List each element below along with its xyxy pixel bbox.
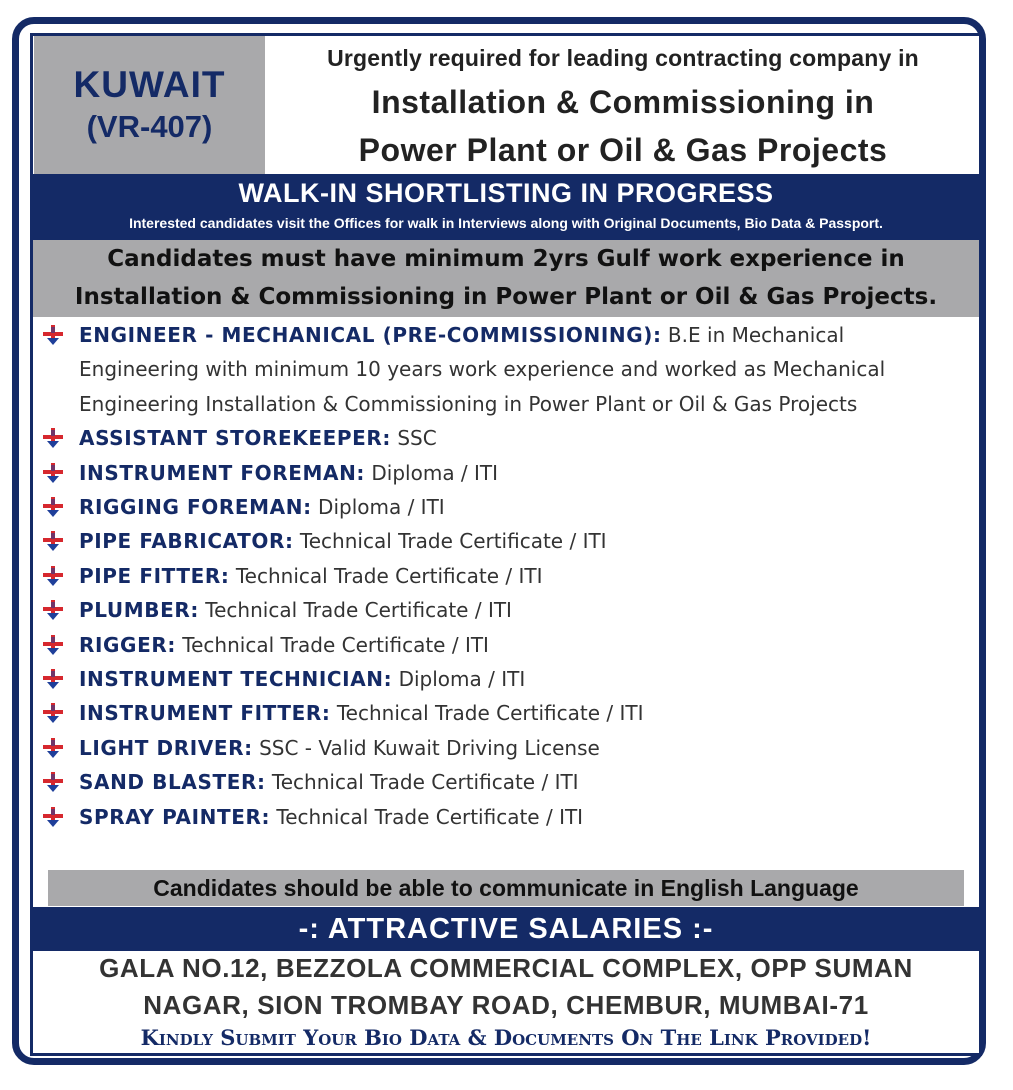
job-item [42,731,972,765]
location-box [34,36,265,174]
job-item [42,593,972,627]
job-title: RIGGING FOREMAN: [79,495,312,520]
walkin-subtitle: Interested candidates visit the Offices for walk in Interviews along with Original Documents, Bio Data & Passport. [129,215,883,231]
job-qualification: Diploma / ITI [392,667,526,692]
headline [270,38,976,174]
job-title: PLUMBER: [79,598,199,623]
job-item [42,559,972,593]
job-qualification: Diploma / ITI [365,460,499,485]
job-qualification: Technical Trade Certificate / ITI [330,701,644,726]
arrow-plus-bullet-icon [42,324,66,346]
job-qualification: Diploma / ITI [311,495,445,520]
headline-line-1: Urgently required for leading contracting company in [327,45,919,71]
job-item [42,628,972,662]
experience-requirement [33,240,979,317]
english-requirement: Candidates should be able to communicate in English Language [48,870,964,906]
arrow-plus-bullet-icon [42,427,66,449]
headline-line-3: Power Plant or Oil & Gas Projects [358,132,888,168]
job-item [42,421,972,455]
job-item [42,524,972,558]
headline-line-2: Installation & Commissioning in [371,84,875,120]
job-title: PIPE FITTER: [79,563,230,588]
job-item [42,800,972,834]
job-title: ASSISTANT STOREKEEPER: [79,426,391,451]
requirement-line-1: Candidates must have minimum 2yrs Gulf work experience in [107,246,905,272]
address-line-1: GALA NO.12, BEZZOLA COMMERCIAL COMPLEX, OPP SUMAN [99,953,913,983]
job-title: SAND BLASTER: [79,770,266,795]
requirement-line-2: Installation & Commissioning in Power Plant or Oil & Gas Projects. [74,284,938,310]
job-item [42,696,972,730]
job-title: INSTRUMENT TECHNICIAN: [79,667,393,692]
job-title: RIGGER: [79,632,176,657]
job-title: INSTRUMENT FOREMAN: [79,460,366,485]
job-title: SPRAY PAINTER: [79,804,271,829]
job-title: LIGHT DRIVER: [79,735,253,760]
job-title: INSTRUMENT FITTER: [79,701,331,726]
walkin-banner [33,174,979,240]
job-item [42,765,972,799]
walkin-title: WALK-IN SHORTLISTING IN PROGRESS [238,178,774,208]
address-line-2: NAGAR, SION TROMBAY ROAD, CHEMBUR, MUMBAI-71 [143,990,869,1020]
arrow-plus-bullet-icon [42,634,66,656]
job-qualification: Technical Trade Certificate / ITI [175,632,489,657]
office-address [33,950,979,1026]
arrow-plus-bullet-icon [42,565,66,587]
job-list [42,318,972,834]
job-qualification: SSC - Valid Kuwait Driving License [252,735,600,760]
job-title: PIPE FABRICATOR: [79,529,294,554]
job-item [42,662,972,696]
arrow-plus-bullet-icon [42,462,66,484]
salaries-banner: -: ATTRACTIVE SALARIES :- [33,907,979,951]
arrow-plus-bullet-icon [42,496,66,518]
arrow-plus-bullet-icon [42,599,66,621]
job-qualification: Technical Trade Certificate / ITI [265,770,579,795]
arrow-plus-bullet-icon [42,771,66,793]
arrow-plus-bullet-icon [42,530,66,552]
job-item [42,456,972,490]
job-qualification: B.E in Mechanical Engineering with minimum 10 years work experience and worked as Mechanical Engineering Installation & Commissioning in Power Plant or Oil & Gas Projects [79,323,886,416]
arrow-plus-bullet-icon [42,806,66,828]
arrow-plus-bullet-icon [42,737,66,759]
job-item [42,490,972,524]
arrow-plus-bullet-icon [42,668,66,690]
submit-instruction: Kindly Submit Your Bio Data & Documents On The Link Provided! [140,1025,872,1050]
reference-code: (VR-407) [86,109,213,144]
job-qualification: Technical Trade Certificate / ITI [229,563,543,588]
job-item [42,318,959,421]
job-qualification: Technical Trade Certificate / ITI [198,598,512,623]
arrow-plus-bullet-icon [42,702,66,724]
job-qualification: Technical Trade Certificate / ITI [293,529,607,554]
job-qualification: Technical Trade Certificate / ITI [270,804,584,829]
country-label: KUWAIT [73,64,226,105]
job-qualification: SSC [391,426,437,451]
job-title: ENGINEER - MECHANICAL (PRE-COMMISSIONING): [79,323,662,347]
